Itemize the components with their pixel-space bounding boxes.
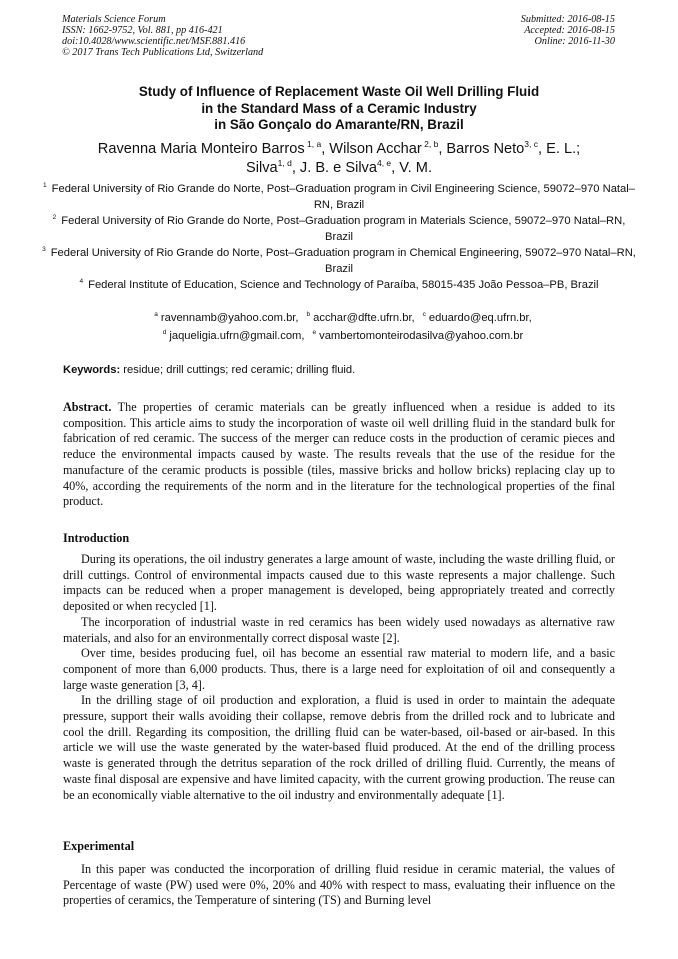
abstract <box>63 400 615 510</box>
email-link[interactable]: acchar@dfte.ufrn.br, <box>313 312 415 324</box>
author-affil-sup: 1, a <box>304 139 322 150</box>
author-affil-sup: 2, b <box>421 139 439 150</box>
author-name: Ravenna Maria Monteiro Barros <box>97 141 305 157</box>
email-link[interactable]: eduardo@eq.ufrn.br, <box>428 312 532 324</box>
author-name: Wilson Acchar <box>329 141 422 157</box>
journal-info <box>62 14 263 58</box>
section-heading-experimental: Experimental <box>63 839 135 853</box>
paragraph: In the drilling stage of oil production and exploration, a fluid is used in order to maintain the adequate pressure, support their walls avoiding their collapse, remove debris from the drilled rock and to lubricate and cool the drill. Regarding its composition, the drilling fluid can be water-based, oil-based or air-based. In this article we will use the waste generated by the water-based fluid produced. At the end of the drilling process waste is generated through the detritus separation of the rock drilled of drilling fluid. Currently, the means of waste final disposal are expensive and have limited capacity, with the current growing production. The reuse can be an economically viable alternative to the oil industry and environmentally adequate [1]. <box>63 693 615 802</box>
journal-copyright: © 2017 Trans Tech Publications Ltd, Switzerland <box>62 47 264 58</box>
keywords-label: Keywords: <box>63 364 121 376</box>
author-name: Barros Neto <box>446 141 525 157</box>
title-line: Study of Influence of Replacement Waste Oil Well Drilling Fluid <box>138 84 540 99</box>
author-affil-sup: 1, d <box>277 158 292 169</box>
keywords <box>63 364 355 376</box>
paragraph: During its operations, the oil industry generates a large amount of waste, including the waste drilling fluid, or drill cuttings. Control of environmental impacts caused due to this waste represents a major challenge. Such impacts can be reduced when a proper management is developed, being appropriately treated and correctly deposited or when recycled [1]. <box>63 552 615 614</box>
email-link[interactable]: jaqueligia.ufrn@gmail.com, <box>169 330 305 342</box>
email-link[interactable]: vambertomonteirodasilva@yahoo.com.br <box>319 330 524 342</box>
journal-name: Materials Science Forum <box>62 14 166 25</box>
paragraph: The incorporation of industrial waste in red ceramics has been widely used nowadays as alternative raw materials, and also for an environmentally correct disposal waste [2]. <box>63 614 615 645</box>
accepted-date: Accepted: 2016-08-15 <box>524 25 615 36</box>
keywords-text: residue; drill cuttings; red ceramic; drilling fluid. <box>120 364 356 376</box>
submission-dates <box>521 14 615 47</box>
author-list: Ravenna Maria Monteiro Barros $^{1, a}$, Wilson Acchar $^{2, b}$, Barros Neto$^{3, c}$, E. L.; Silva$^{1, d}$, J. B. e Silva$^{4, e}$, V. M. <box>97 139 581 176</box>
experimental-body <box>63 862 615 909</box>
submitted-date: Submitted: 2016-08-15 <box>520 14 615 25</box>
author-affil-sup: 3, c <box>524 139 538 150</box>
introduction-body <box>63 552 615 803</box>
title-line: in São Gonçalo do Amarante/RN, Brazil <box>214 117 464 132</box>
affiliation: $^1$ Federal University of Rio Grande do Norte, Post–Graduation program in Civil Engineering Science, 59072–970 Natal–RN, Brazil <box>43 182 635 211</box>
title-line: in the Standard Mass of a Ceramic Industry <box>201 100 477 116</box>
paragraph: In this paper was conducted the incorporation of drilling fluid residue in ceramic material, the values of Percentage of waste (PW) used were 0%, 20% and 40% with respect to mass, evaluating their influence on the properties of ceramics, the Temperature of sintering (TS) and Burning level <box>63 862 615 908</box>
online-date: Online: 2016-11-30 <box>534 36 615 47</box>
affiliation-list <box>40 181 638 293</box>
paper-title <box>40 84 638 134</box>
journal-issn: ISSN: 1662-9752, Vol. 881, pp 416-421 <box>62 25 223 36</box>
paragraph: Over time, besides producing fuel, oil has become an essential raw material to modern life, and a basic component of more than 6,000 products. Thus, there is a large need for exploitation of oil and consequently a large waste generation [3, 4]. <box>63 646 615 692</box>
author-name: Silva <box>245 160 278 176</box>
affiliation: $^4$ Federal Institute of Education, Science and Technology of Paraíba, 58015-435 João Pessoa–PB, Brazil <box>79 278 599 291</box>
journal-doi: doi:10.4028/www.scientific.net/MSF.881.416 <box>62 36 246 47</box>
affiliation: $^2$ Federal University of Rio Grande do Norte, Post–Graduation program in Materials Science, 59072–970 Natal–RN, Brazil <box>52 214 626 243</box>
affiliation: $^3$ Federal University of Rio Grande do Norte, Post–Graduation program in Chemical Engineering, 59072–970 Natal–RN, Brazil <box>42 246 636 275</box>
section-heading-introduction: Introduction <box>63 531 130 545</box>
abstract-label: Abstract. <box>63 400 112 414</box>
email-link[interactable]: ravennamb@yahoo.com.br, <box>160 312 299 324</box>
author-name: Silva <box>345 160 377 176</box>
author-affil-sup: 4, e <box>376 158 392 169</box>
abstract-text: The properties of ceramic materials can be greatly influenced when a residue is added to its composition. This article aims to study the incorporation of waste oil well drilling fluid in the standard bulk for fabrication of red ceramic. The success of the merger can reduce costs in the production of ceramic pieces and reduce the environmental impacts caused by waste. The results reveals that the use of the residue for the manufacture of the ceramic products is possible (tiles, massive bricks and hollow bricks) replacing clay up to 40%, according the requirements of the norm and in the literature for the technological properties of the final product. <box>63 400 615 509</box>
email-list: $^a$ ravennamb@yahoo.com.br, $^b$ acchar@dfte.ufrn.br, $^c$ eduardo@eq.ufrn.br, $^d$ jaqueligia.ufrn@gmail.com, $^e$ vambertomonteirodasilva@yahoo.com.br <box>154 311 532 342</box>
